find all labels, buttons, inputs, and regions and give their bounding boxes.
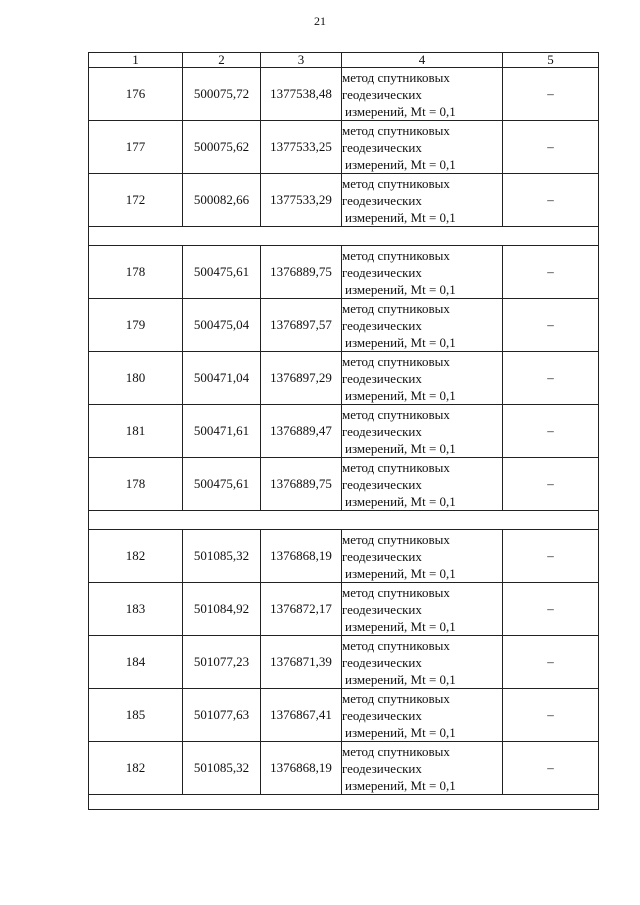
method-line-3: измерений, Mt = 0,1 — [345, 103, 456, 119]
point-number: 179 — [89, 299, 183, 352]
note-dash: – — [503, 174, 599, 227]
note-dash: – — [503, 689, 599, 742]
coordinate-y: 1377538,48 — [261, 68, 342, 121]
method-description — [342, 458, 503, 511]
header-col-4: 4 — [342, 53, 503, 68]
coordinate-y: 1376889,47 — [261, 405, 342, 458]
method-description — [342, 68, 503, 121]
method-line-2: геодезических — [342, 423, 422, 439]
note-dash: – — [503, 352, 599, 405]
table-row — [89, 742, 599, 795]
method-line-3: измерений, Mt = 0,1 — [345, 618, 456, 634]
method-line-2: геодезических — [342, 317, 422, 333]
method-line-2: геодезических — [342, 86, 422, 102]
method-description — [342, 121, 503, 174]
table-row — [89, 636, 599, 689]
header-col-2: 2 — [183, 53, 261, 68]
coordinate-x: 500475,04 — [183, 299, 261, 352]
method-line-2: геодезических — [342, 707, 422, 723]
note-dash: – — [503, 530, 599, 583]
coordinate-y: 1376868,19 — [261, 742, 342, 795]
method-line-3: измерений, Mt = 0,1 — [345, 671, 456, 687]
method-line-1: метод спутниковых — [342, 247, 450, 263]
table-row — [89, 458, 599, 511]
table-row — [89, 121, 599, 174]
coordinate-y: 1377533,29 — [261, 174, 342, 227]
table-row — [89, 68, 599, 121]
table-row — [89, 352, 599, 405]
note-dash: – — [503, 68, 599, 121]
method-line-1: метод спутниковых — [342, 459, 450, 475]
table-row — [89, 405, 599, 458]
header-col-5: 5 — [503, 53, 599, 68]
method-line-3: измерений, Mt = 0,1 — [345, 493, 456, 509]
method-line-2: геодезических — [342, 654, 422, 670]
coordinate-x: 501085,32 — [183, 530, 261, 583]
coordinate-x: 501085,32 — [183, 742, 261, 795]
coordinate-x: 500475,61 — [183, 458, 261, 511]
method-line-3: измерений, Mt = 0,1 — [345, 156, 456, 172]
note-dash: – — [503, 299, 599, 352]
method-line-3: измерений, Mt = 0,1 — [345, 565, 456, 581]
method-description — [342, 246, 503, 299]
method-line-1: метод спутниковых — [342, 743, 450, 759]
coordinate-x: 501077,23 — [183, 636, 261, 689]
coordinate-x: 500075,72 — [183, 68, 261, 121]
coordinate-y: 1376867,41 — [261, 689, 342, 742]
method-description — [342, 405, 503, 458]
method-line-3: измерений, Mt = 0,1 — [345, 334, 456, 350]
point-number: 172 — [89, 174, 183, 227]
method-line-3: измерений, Mt = 0,1 — [345, 387, 456, 403]
method-description — [342, 742, 503, 795]
table-row — [89, 530, 599, 583]
point-number: 183 — [89, 583, 183, 636]
method-line-2: геодезических — [342, 760, 422, 776]
note-dash: – — [503, 636, 599, 689]
note-dash: – — [503, 405, 599, 458]
point-number: 180 — [89, 352, 183, 405]
method-line-2: геодезических — [342, 139, 422, 155]
method-line-3: измерений, Mt = 0,1 — [345, 724, 456, 740]
method-line-1: метод спутниковых — [342, 690, 450, 706]
coordinate-x: 500075,62 — [183, 121, 261, 174]
method-line-1: метод спутниковых — [342, 531, 450, 547]
coordinate-y: 1376897,57 — [261, 299, 342, 352]
table-row — [89, 246, 599, 299]
method-line-1: метод спутниковых — [342, 406, 450, 422]
group-separator-cell — [89, 227, 599, 246]
group-separator-cell — [89, 795, 599, 810]
method-line-2: геодезических — [342, 548, 422, 564]
header-col-1: 1 — [89, 53, 183, 68]
coordinates-table — [88, 52, 599, 810]
method-line-2: геодезических — [342, 264, 422, 280]
method-description — [342, 352, 503, 405]
coordinate-y: 1376872,17 — [261, 583, 342, 636]
header-col-3: 3 — [261, 53, 342, 68]
group-separator-row — [89, 795, 599, 810]
method-description — [342, 530, 503, 583]
note-dash: – — [503, 583, 599, 636]
method-line-2: геодезических — [342, 192, 422, 208]
coordinate-x: 500475,61 — [183, 246, 261, 299]
note-dash: – — [503, 246, 599, 299]
method-line-1: метод спутниковых — [342, 122, 450, 138]
coordinate-x: 500471,04 — [183, 352, 261, 405]
method-line-1: метод спутниковых — [342, 175, 450, 191]
method-line-3: измерений, Mt = 0,1 — [345, 440, 456, 456]
method-line-1: метод спутниковых — [342, 353, 450, 369]
page-number: 21 — [314, 14, 326, 28]
method-description — [342, 583, 503, 636]
coordinate-x: 501077,63 — [183, 689, 261, 742]
note-dash: – — [503, 458, 599, 511]
coordinate-y: 1377533,25 — [261, 121, 342, 174]
point-number: 182 — [89, 742, 183, 795]
point-number: 178 — [89, 458, 183, 511]
table-row — [89, 299, 599, 352]
method-line-2: геодезических — [342, 601, 422, 617]
method-description — [342, 636, 503, 689]
method-line-1: метод спутниковых — [342, 300, 450, 316]
point-number: 184 — [89, 636, 183, 689]
group-separator-row — [89, 511, 599, 530]
note-dash: – — [503, 121, 599, 174]
point-number: 181 — [89, 405, 183, 458]
coordinate-y: 1376897,29 — [261, 352, 342, 405]
coordinate-y: 1376889,75 — [261, 246, 342, 299]
coordinate-y: 1376868,19 — [261, 530, 342, 583]
method-description — [342, 689, 503, 742]
coordinate-y: 1376871,39 — [261, 636, 342, 689]
coordinate-y: 1376889,75 — [261, 458, 342, 511]
method-line-1: метод спутниковых — [342, 637, 450, 653]
method-line-3: измерений, Mt = 0,1 — [345, 777, 456, 793]
method-line-3: измерений, Mt = 0,1 — [345, 209, 456, 225]
table-body — [89, 68, 599, 810]
table-row — [89, 583, 599, 636]
point-number: 182 — [89, 530, 183, 583]
method-line-1: метод спутниковых — [342, 584, 450, 600]
method-line-3: измерений, Mt = 0,1 — [345, 281, 456, 297]
method-line-1: метод спутниковых — [342, 69, 450, 85]
method-line-2: геодезических — [342, 476, 422, 492]
point-number: 185 — [89, 689, 183, 742]
coordinate-x: 500471,61 — [183, 405, 261, 458]
method-description — [342, 299, 503, 352]
point-number: 178 — [89, 246, 183, 299]
group-separator-row — [89, 227, 599, 246]
table-header-row — [89, 53, 599, 68]
coordinate-x: 501084,92 — [183, 583, 261, 636]
table-row — [89, 174, 599, 227]
method-line-2: геодезических — [342, 370, 422, 386]
method-description — [342, 174, 503, 227]
note-dash: – — [503, 742, 599, 795]
group-separator-cell — [89, 511, 599, 530]
table-row — [89, 689, 599, 742]
coordinate-x: 500082,66 — [183, 174, 261, 227]
point-number: 177 — [89, 121, 183, 174]
point-number: 176 — [89, 68, 183, 121]
